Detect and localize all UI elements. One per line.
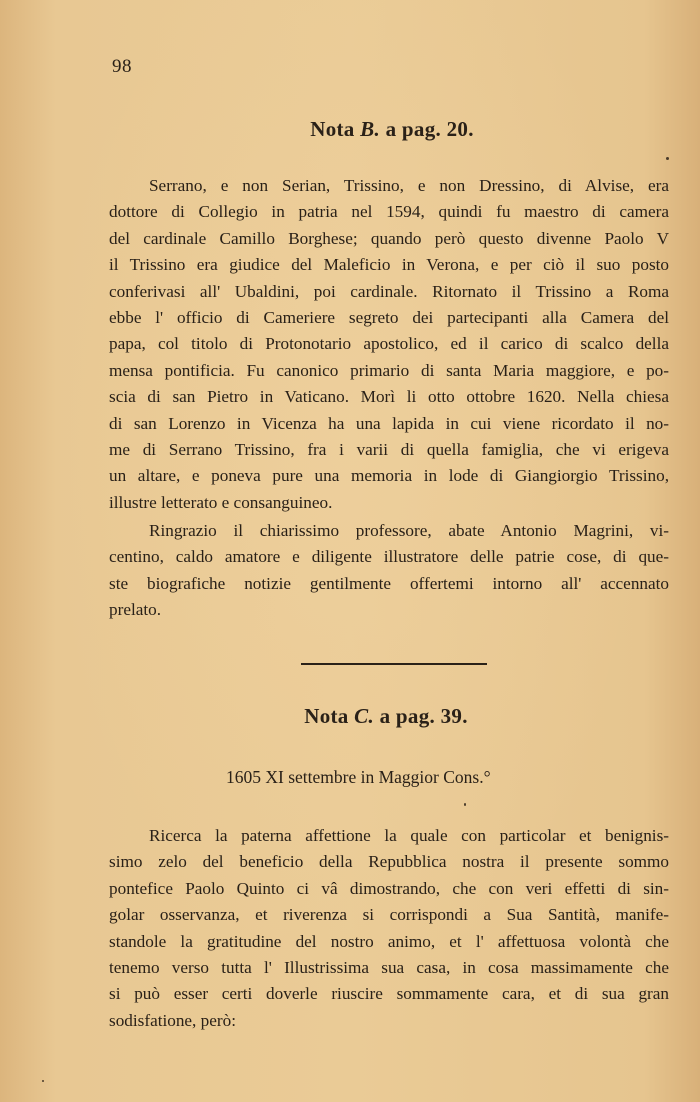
note-b-heading-suffix: a pag. 20.	[385, 117, 474, 141]
text-line: del cardinale Camillo Borghese; quando però questo divenne Paolo V	[109, 228, 669, 248]
text-line: ebbe l' officio di Cameriere segreto dei partecipanti alla Camera del	[109, 307, 669, 327]
text-line: Ringrazio il chiarissimo professore, abate Antonio Magrini, vi-	[149, 521, 669, 540]
text-line: me di Serrano Trissino, fra i varii di quella famiglia, che vi erigeva	[109, 439, 669, 459]
note-c-heading	[36, 704, 700, 729]
text-line: Ricerca la paterna affettione la quale con particolar et benignis-	[149, 826, 669, 845]
text-line: illustre letterato e consanguineo.	[109, 492, 333, 512]
text-line: tenemo verso tutta l' Illustrissima sua casa, in cosa massimamente che	[109, 957, 669, 977]
note-b-heading-letter: B.	[360, 117, 381, 141]
note-b-paragraph-2	[109, 518, 669, 624]
note-c-heading-prefix: Nota	[304, 704, 349, 728]
paper-speck	[464, 803, 466, 806]
text-line: centino, caldo amatore e diligente illustratore delle patrie cose, di que-	[109, 547, 669, 567]
note-c-dateline: 1605 XI settembre in Maggior Cons.°	[226, 767, 491, 787]
text-line: scia di san Pietro in Vaticano. Morì li otto ottobre 1620. Nella chiesa	[109, 387, 669, 407]
text-line: golar osservanza, et riverenza si corrispondi a Sua Santità, manife-	[109, 905, 669, 925]
paper-speck	[666, 157, 669, 160]
page-number: 98	[112, 56, 132, 77]
text-line: sodisfatione, però:	[109, 1010, 236, 1030]
text-line: il Trissino era giudice del Maleficio in Verona, e per ciò il suo posto	[109, 255, 669, 275]
note-c-heading-suffix: a pag. 39.	[379, 704, 468, 728]
note-c-paragraph-1	[109, 823, 669, 1034]
text-line: standole la gratitudine del nostro animo, et l' affettuosa volontà che	[109, 931, 669, 951]
text-line: si può esser certi doverle riuscire sommamente cara, et di sua gran	[109, 984, 669, 1004]
text-line: ste biografiche notizie gentilmente offertemi intorno all' accennato	[109, 573, 669, 593]
text-line: di san Lorenzo in Vicenza ha una lapida in cui viene ricordato il no-	[109, 413, 669, 433]
text-line: prelato.	[109, 600, 162, 620]
text-line: Serrano, e non Serian, Trissino, e non Dressino, di Alvise, era	[149, 176, 669, 195]
text-line: pontefice Paolo Quinto ci vâ dimostrando, che con veri effetti di sin-	[109, 878, 669, 898]
text-line: simo zelo del beneficio della Repubblica nostra il presente sommo	[109, 852, 669, 872]
text-line: un altare, e poneva pure una memoria in lode di Giangiorgio Trissino,	[109, 466, 669, 486]
paper-speck	[42, 1080, 44, 1082]
note-c-heading-letter: C.	[354, 704, 375, 728]
note-b-heading-prefix: Nota	[310, 117, 355, 141]
text-line: dottore di Collegio in patria nel 1594, quindi fu maestro di camera	[109, 202, 669, 222]
note-b-paragraph-1	[109, 173, 669, 516]
section-divider	[301, 663, 487, 665]
text-line: conferivasi all' Ubaldini, poi cardinale. Ritornato il Trissino a Roma	[109, 281, 669, 301]
note-b-heading	[42, 117, 700, 142]
text-line: papa, col titolo di Protonotario apostolico, ed il carico di scalco della	[109, 334, 669, 354]
text-line: mensa pontificia. Fu canonico primario di santa Maria maggiore, e po-	[109, 360, 669, 380]
